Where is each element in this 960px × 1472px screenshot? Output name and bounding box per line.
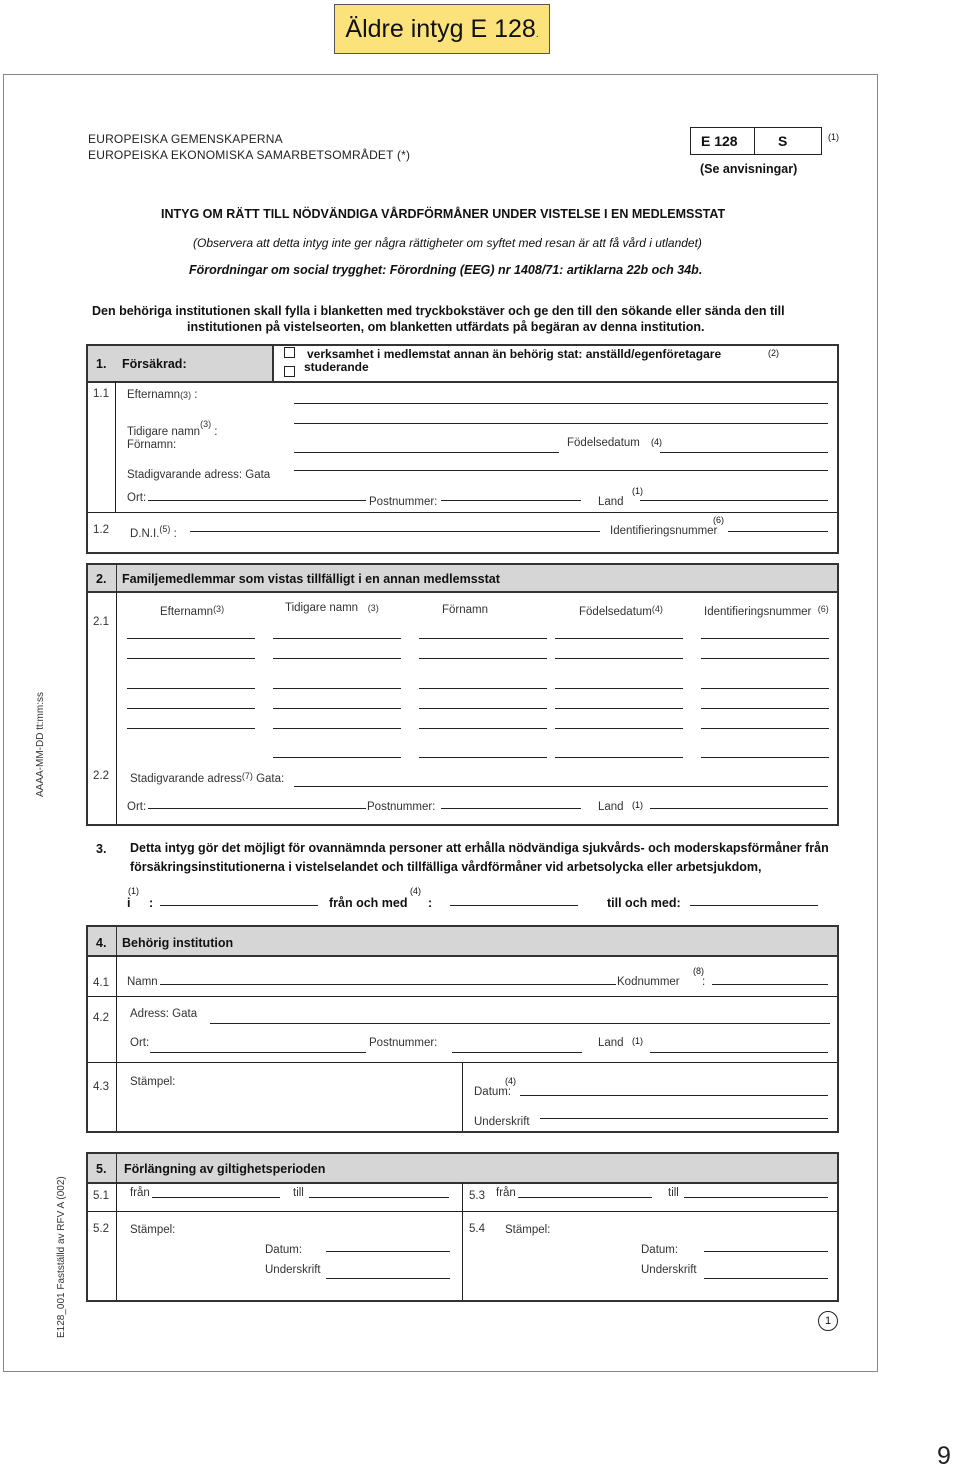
section1-label: Försäkrad: (122, 357, 187, 371)
s4-address-input[interactable] (210, 1023, 830, 1024)
col-id-ref: (6) (817, 604, 829, 614)
member-row-field[interactable] (555, 638, 683, 639)
section1-divider (88, 381, 837, 383)
valid-from-input[interactable] (450, 905, 578, 906)
section5-number: 5. (96, 1162, 107, 1176)
col-surname-ref: (3) (213, 604, 225, 614)
member-row-field[interactable] (273, 688, 401, 689)
col-birth-text: Födelsedatum (579, 606, 652, 618)
code-input[interactable] (712, 984, 828, 985)
page-circle-number: 1 (818, 1311, 838, 1331)
s2-header-rule (116, 565, 117, 591)
member-row-field[interactable] (419, 688, 547, 689)
address-label: Stadigvarande adress: Gata (127, 469, 271, 481)
member-row-field[interactable] (555, 658, 683, 659)
col-birth (579, 604, 663, 618)
id-number-label: Identifieringsnummer (610, 525, 718, 537)
previous-names-text: Tidigare namn (127, 426, 201, 438)
surname-colon: : (194, 389, 198, 401)
s3-in-ref: (1) (128, 886, 139, 896)
s5-sub-divider (88, 1211, 837, 1212)
country-ref: (1) (632, 486, 643, 496)
s5-1-from-label: från (130, 1187, 150, 1199)
s2-address-ref: (7) (241, 771, 253, 781)
main-title: INTYG OM RÄTT TILL NÖDVÄNDIGA VÅRDFÖRMÅNER UNDER VISTELSE I EN MEDLEMSSTAT (161, 207, 726, 221)
s5-4-stamp-label: Stämpel: (505, 1224, 551, 1236)
s2-address-label (130, 771, 284, 785)
s4-signature-label: Underskrift (474, 1116, 530, 1128)
member-row-field[interactable] (701, 658, 829, 659)
s2-street-text: Gata: (256, 773, 285, 785)
dni-text: D.N.I. (130, 528, 160, 540)
s4-left-rule (116, 955, 117, 1131)
member-row-field[interactable] (419, 658, 547, 659)
first-name-input[interactable] (294, 452, 559, 453)
s4-stamp-divider (462, 1062, 463, 1131)
s4-postcode-input[interactable] (452, 1052, 582, 1053)
dni-ref: (5) (159, 524, 171, 534)
member-row-field[interactable] (419, 708, 547, 709)
s2-city-label: Ort: (127, 801, 147, 813)
s3-in-colon: : (149, 896, 154, 910)
col-id-text: Identifieringsnummer (704, 606, 812, 618)
s2-country-input[interactable] (650, 808, 828, 809)
member-row-field[interactable] (419, 638, 547, 639)
s5-header-rule (116, 1154, 117, 1182)
member-row-field[interactable] (127, 688, 255, 689)
section5-label: Förlängning av giltighetsperioden (124, 1162, 326, 1176)
col-id (704, 604, 829, 618)
sub-2-2-number: 2.2 (93, 770, 109, 782)
s2-city-input[interactable] (148, 808, 366, 809)
page-title: Äldre intyg E 128 (345, 15, 536, 43)
s5-left-rule (116, 1182, 117, 1300)
s5-4-date-label: Datum: (641, 1244, 679, 1256)
form-code: E 128 (701, 133, 738, 149)
member-row-field[interactable] (127, 638, 255, 639)
member-row-field[interactable] (273, 728, 401, 729)
s5-2-number: 5.2 (93, 1223, 109, 1235)
s4-city-label: Ort: (130, 1037, 150, 1049)
page-number: 9 (937, 1442, 951, 1470)
s2-postcode-label: Postnummer: (367, 801, 436, 813)
member-row-field[interactable] (419, 757, 547, 758)
col-previous-text: Tidigare namn (285, 602, 359, 614)
s3-from-label: från och med (329, 896, 408, 910)
s4-header-rule (116, 927, 117, 955)
member-row-field[interactable] (701, 728, 829, 729)
s4-date-ref: (4) (505, 1076, 516, 1086)
code-label: Kodnummer (617, 976, 680, 988)
id-number-input[interactable] (728, 531, 828, 532)
s5-3-from-input[interactable] (518, 1197, 652, 1198)
instruction-line2: institutionen på vistelseorten, om blanketten utfärdats på begäran av denna institution. (187, 320, 705, 334)
observe-note: (Observera att detta intyg inte ger några rättigheter om syftet med resan är att få vård i utlandet) (193, 236, 702, 250)
valid-to-input[interactable] (690, 905, 818, 906)
surname-input[interactable] (294, 403, 828, 404)
member-row-field[interactable] (555, 757, 683, 758)
s3-to-label: till och med: (607, 896, 681, 910)
previous-names-label (127, 419, 218, 438)
sub-4-2-number: 4.2 (93, 1012, 109, 1024)
s4-country-input[interactable] (650, 1052, 828, 1053)
timestamp-side-text: AAAA-MM-DD tt:mm:ss (35, 692, 46, 797)
member-row-field[interactable] (127, 708, 255, 709)
page-title-banner (334, 4, 550, 54)
sub-1-2-number: 1.2 (93, 524, 109, 536)
section3-number: 3. (96, 842, 107, 856)
s3-from-colon: : (428, 896, 433, 910)
sub-4-1-number: 4.1 (93, 977, 109, 989)
member-row-field[interactable] (419, 728, 547, 729)
section2-label: Familjemedlemmar som vistas tillfälligt i en annan medlemsstat (122, 572, 500, 586)
form-id-side-text: E128_001 Fastställd av RFV A (002) (56, 1176, 67, 1338)
checkbox-employed[interactable] (284, 345, 295, 363)
s5-4-signature-label: Underskrift (641, 1264, 697, 1276)
country-of-stay-input[interactable] (160, 905, 318, 906)
form-code-divider (754, 127, 755, 155)
code-ref: (8) (693, 966, 704, 976)
s5-4-date-input[interactable] (704, 1251, 828, 1252)
s2-country-label: Land (598, 801, 624, 813)
sub-4-3-number: 4.3 (93, 1081, 109, 1093)
s2-left-rule (116, 591, 117, 824)
section1-number: 1. (96, 357, 107, 371)
member-row-field[interactable] (555, 728, 683, 729)
s5-1-from-input[interactable] (152, 1197, 280, 1198)
s4-date-input[interactable] (520, 1095, 828, 1096)
member-row-field[interactable] (127, 728, 255, 729)
postcode-label: Postnummer: (369, 496, 438, 508)
section4-label: Behörig institution (122, 936, 234, 950)
previous-names-colon: : (214, 426, 218, 438)
s4-signature-input[interactable] (540, 1118, 828, 1119)
s2-country-ref: (1) (632, 800, 643, 810)
postcode-input[interactable] (441, 500, 581, 501)
s4-sub-divider1 (88, 996, 837, 997)
s5-3-from-label: från (496, 1187, 516, 1199)
section4-number: 4. (96, 936, 107, 950)
member-row-field[interactable] (127, 658, 255, 659)
member-row-field[interactable] (273, 757, 401, 758)
surname-text: Efternamn (127, 389, 181, 401)
page-title-dot: . (535, 29, 539, 40)
col-previous (285, 602, 379, 614)
col-surname-text: Efternamn (160, 606, 214, 618)
member-row-field[interactable] (273, 638, 401, 639)
s5-1-to-input[interactable] (309, 1197, 449, 1198)
option-employed-label: verksamhet i medlemstat annan än behörig stat: anställd/egenföretagare (307, 347, 722, 361)
s4-postcode-label: Postnummer: (369, 1037, 438, 1049)
section2-number: 2. (96, 572, 107, 586)
s5-4-signature-input[interactable] (704, 1278, 828, 1279)
birth-date-input[interactable] (660, 452, 828, 453)
s5-2-signature-input[interactable] (326, 1278, 450, 1279)
s4-address-label: Adress: Gata (130, 1008, 198, 1020)
s5-2-signature-label: Underskrift (265, 1264, 321, 1276)
checkbox-student[interactable] (284, 364, 295, 382)
city-input[interactable] (148, 500, 366, 501)
form-lang: S (778, 133, 788, 149)
s4-stamp-label: Stämpel: (130, 1076, 176, 1088)
col-previous-ref: (3) (367, 603, 379, 613)
dni-input[interactable] (190, 531, 600, 532)
previous-names-ref: (3) (200, 419, 212, 429)
sub-2-1-number: 2.1 (93, 616, 109, 628)
s4-country-ref: (1) (632, 1036, 643, 1046)
s2-address-text: Stadigvarande adress (130, 773, 242, 785)
col-surname (160, 604, 224, 618)
member-row-field[interactable] (273, 708, 401, 709)
s5-3-to-label: till (668, 1187, 679, 1199)
surname-label (127, 389, 197, 401)
s5-4-number: 5.4 (469, 1223, 485, 1235)
s5-3-to-input[interactable] (684, 1197, 828, 1198)
country-input[interactable] (640, 500, 828, 501)
member-row-field[interactable] (701, 757, 829, 758)
s5-mid-rule (462, 1182, 463, 1300)
section3-text-line2: försäkringsinstitutionerna i vistelselandet och tillfälliga vårdförmåner vid arbetsolycka eller arbetsjukdom, (130, 860, 762, 874)
regulation: Förordningar om social trygghet: Förordning (EEG) nr 1408/71: artiklarna 22b och 34b. (189, 263, 703, 277)
s2-address-input[interactable] (294, 786, 828, 787)
section3-text-line1: Detta intyg gör det möjligt för ovannämnda personer att erhålla nödvändiga sjukvårds- och moderskapsförmåner från (130, 841, 829, 855)
s3-in-label: i (127, 896, 131, 910)
s5-2-date-label: Datum: (265, 1244, 303, 1256)
s5-2-stamp-label: Stämpel: (130, 1224, 176, 1236)
member-row-field[interactable] (555, 688, 683, 689)
institution-name-input[interactable] (160, 984, 616, 985)
org-line2: EUROPEISKA EKONOMISKA SAMARBETSOMRÅDET (*) (88, 148, 411, 162)
s4-date-label: Datum: (474, 1086, 512, 1098)
member-row-field[interactable] (555, 708, 683, 709)
address-extra-input[interactable] (294, 470, 828, 471)
sub-1-1-number: 1.1 (93, 388, 109, 400)
birth-date-label: Födelsedatum (567, 437, 640, 449)
form-ref: (1) (828, 132, 839, 142)
dni-label: D.N.I.$^{(5)}$ : (130, 524, 177, 540)
member-row-field[interactable] (701, 638, 829, 639)
s5-1-number: 5.1 (93, 1190, 109, 1202)
city-label: Ort: (127, 492, 147, 504)
org-line1: EUROPEISKA GEMENSKAPERNA (88, 132, 283, 146)
s1-left-rule (115, 381, 116, 512)
surname-ref: (3) (180, 390, 192, 400)
first-name-label: Förnamn: (127, 439, 177, 451)
member-row-field[interactable] (273, 658, 401, 659)
col-first: Förnamn (442, 604, 489, 616)
s5-1-to-label: till (293, 1187, 304, 1199)
s3-from-ref: (4) (410, 886, 421, 896)
code-colon: : (702, 976, 706, 988)
s5-3-number: 5.3 (469, 1190, 485, 1202)
col-birth-ref: (4) (651, 604, 663, 614)
option-student-label: studerande (304, 360, 369, 374)
see-instructions: (Se anvisningar) (700, 162, 798, 176)
option1-ref: (2) (768, 348, 779, 358)
instruction-line1: Den behöriga institutionen skall fylla i blanketten med tryckbokstäver och ge den till den sökande eller sända den till (92, 304, 785, 318)
s2-postcode-input[interactable] (441, 808, 581, 809)
id-number-ref: (6) (713, 515, 724, 525)
s4-city-input[interactable] (150, 1052, 366, 1053)
country-label: Land (598, 496, 624, 508)
institution-name-label: Namn (127, 976, 158, 988)
member-row-field[interactable] (701, 708, 829, 709)
s1-sub-divider (88, 512, 837, 513)
s4-country-label: Land (598, 1037, 624, 1049)
s5-2-date-input[interactable] (326, 1251, 450, 1252)
birth-date-ref: (4) (651, 437, 662, 447)
member-row-field[interactable] (701, 688, 829, 689)
previous-names-input[interactable] (294, 423, 828, 424)
